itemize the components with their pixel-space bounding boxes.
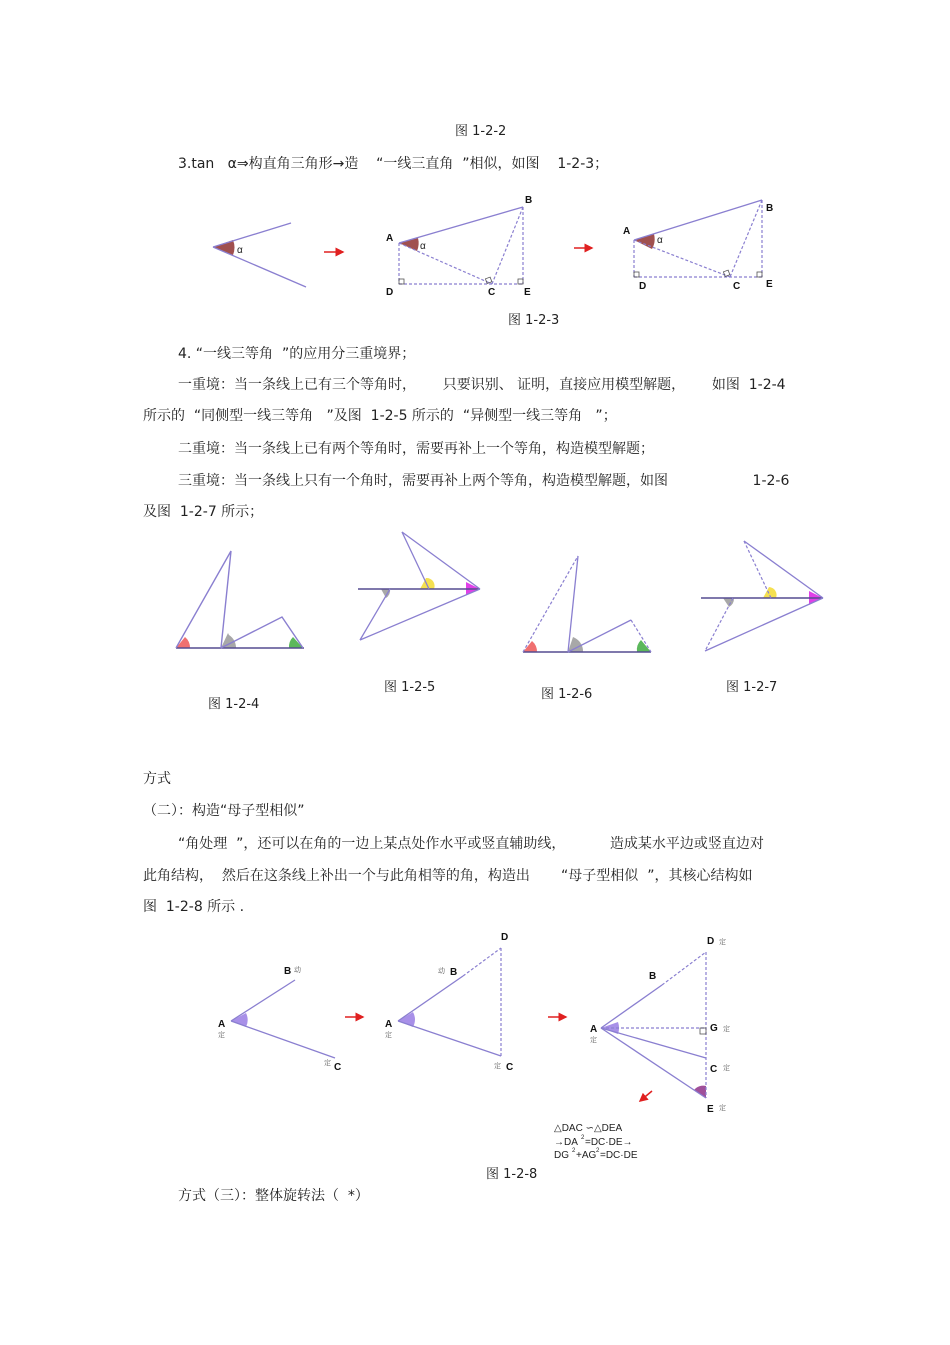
fig128-BD-2 bbox=[463, 948, 501, 976]
level1-line-b: 所示的 “同侧型一线三等角 ”及图 1-2-5 所示的 “异侧型一线三等角 ”； bbox=[143, 408, 617, 424]
fig125-upper-hyp bbox=[402, 532, 480, 589]
caption-fig-1-2-6: 图 1-2-6 bbox=[541, 687, 593, 702]
fig128-note-3a: DG bbox=[554, 1150, 569, 1161]
fig123-right-angle-C bbox=[485, 277, 491, 283]
fig124-angle-gray bbox=[221, 633, 236, 648]
fig128-AC-2 bbox=[398, 1021, 501, 1056]
fig128-fixed-E-3: 定 bbox=[719, 1105, 726, 1112]
caption-fig-1-2-4: 图 1-2-4 bbox=[208, 697, 260, 712]
fig128-relations bbox=[554, 1123, 638, 1161]
fig123-BC-3 bbox=[730, 200, 762, 277]
fig123-right-angle-E bbox=[518, 279, 523, 284]
fig123-angle-mark-1 bbox=[213, 240, 234, 255]
paragraph-line-c: 图 1-2-8 所示 . bbox=[143, 899, 245, 915]
fig128-label-A-3: A bbox=[590, 1024, 598, 1035]
fig123-result-panel bbox=[623, 200, 773, 292]
fig128-AE-3 bbox=[601, 1028, 706, 1098]
fig123-BC bbox=[492, 207, 523, 284]
fig128-moving-B-2: 动 bbox=[438, 968, 445, 975]
figure-1-2-7 bbox=[701, 541, 823, 651]
fig128-note-3b: +AG bbox=[576, 1150, 597, 1161]
method-word: 方式 bbox=[143, 771, 171, 787]
caption-fig-1-2-7: 图 1-2-7 bbox=[726, 680, 778, 695]
fig123-right-angle-D bbox=[399, 279, 404, 284]
fig128-label-C-2: C bbox=[506, 1062, 514, 1073]
fig128-label-C-3: C bbox=[710, 1064, 718, 1075]
caption-fig-1-2-5: 图 1-2-5 bbox=[384, 680, 436, 695]
fig128-right-angle-G bbox=[700, 1028, 706, 1034]
fig123-AB bbox=[399, 207, 523, 243]
fig123-AB-3 bbox=[634, 200, 762, 240]
fig128-label-A-1: A bbox=[218, 1019, 226, 1030]
fig123-alpha-3: α bbox=[657, 235, 663, 246]
figure-1-2-3 bbox=[213, 195, 773, 298]
fig128-label-A-2: A bbox=[385, 1019, 393, 1030]
figure-1-2-6 bbox=[523, 556, 651, 652]
fig123-angle-panel bbox=[213, 223, 306, 287]
item-4-text: 4. “一线三等角 ”的应用分三重境界； bbox=[178, 346, 416, 362]
fig123-alpha-1: α bbox=[237, 245, 243, 256]
fig128-fixed-C-1: 定 bbox=[324, 1060, 331, 1067]
caption-fig-1-2-2: 图 1-2-2 bbox=[455, 124, 507, 139]
fig123-label-E-3: E bbox=[766, 279, 773, 290]
fig125-lower-hyp bbox=[360, 589, 480, 640]
fig123-label-B: B bbox=[525, 195, 533, 206]
fig128-AC-3 bbox=[601, 1028, 706, 1058]
fig127-upper-hyp bbox=[744, 541, 823, 598]
level1-line-a: 一重境：当一条线上已有三个等角时， 只要识别、 证明，直接应用模型解题， 如图 1-2-4 bbox=[178, 377, 786, 393]
fig128-panel-1 bbox=[218, 965, 341, 1073]
fig128-AB-3 bbox=[601, 985, 662, 1028]
fig128-label-B-1: B bbox=[284, 966, 292, 977]
fig123-ray-upper bbox=[213, 223, 291, 247]
fig128-fixed-C-3: 定 bbox=[723, 1065, 730, 1072]
fig128-panel-3 bbox=[590, 936, 730, 1115]
fig126-angle-gray bbox=[568, 637, 583, 652]
fig123-label-E: E bbox=[524, 287, 531, 298]
fig123-label-A-3: A bbox=[623, 226, 631, 237]
level3-line-a: 三重境：当一条线上只有一个角时，需要再补上两个等角，构造模型解题，如图 1-2-6 bbox=[178, 473, 790, 489]
fig123-right-angle-D-3 bbox=[634, 272, 639, 277]
fig128-BD-3 bbox=[662, 952, 706, 985]
fig123-label-A: A bbox=[386, 233, 394, 244]
method-2-title: （二）：构造“母子型相似” bbox=[143, 803, 305, 819]
fig127-dashed-upper bbox=[744, 541, 771, 598]
fig123-label-D-3: D bbox=[639, 281, 647, 292]
fig124-angle-red bbox=[176, 637, 190, 648]
fig128-label-D-2: D bbox=[501, 932, 509, 943]
fig123-label-D: D bbox=[386, 287, 394, 298]
fig128-note-2-sup: 2 bbox=[581, 1135, 585, 1141]
fig128-AC-1 bbox=[231, 1021, 335, 1058]
fig128-fixed-G-3: 定 bbox=[723, 1026, 730, 1033]
fig123-label-B-3: B bbox=[766, 203, 774, 214]
method-3-title: 方式（三）：整体旋转法（ *） bbox=[178, 1188, 369, 1204]
level3-line-b: 及图 1-2-7 所示； bbox=[143, 504, 264, 520]
fig128-label-D-3: D bbox=[707, 936, 715, 947]
fig126-solid-right bbox=[568, 620, 631, 652]
fig128-AB-1 bbox=[231, 980, 295, 1021]
paragraph-line-a: “角处理 ”，还可以在角的一边上某点处作水平或竖直辅助线， 造成某水平边或竖直边对 bbox=[178, 836, 764, 852]
caption-fig-1-2-8: 图 1-2-8 bbox=[486, 1167, 538, 1182]
fig128-note-2b: =DC·DE→ bbox=[585, 1137, 633, 1148]
fig128-fixed-A-3: 定 bbox=[590, 1037, 597, 1044]
fig128-fixed-C-2: 定 bbox=[494, 1063, 501, 1070]
fig128-fixed-D-3: 定 bbox=[719, 939, 726, 946]
fig123-right-angle-E-3 bbox=[757, 272, 762, 277]
level2-line: 二重境：当一条线上已有两个等角时，需要再补上一个等角，构造模型解题； bbox=[178, 441, 654, 457]
fig128-label-C-1: C bbox=[334, 1062, 342, 1073]
fig128-note-2a: →DA bbox=[554, 1137, 578, 1148]
fig128-note-1: △DAC ∽△DEA bbox=[554, 1123, 623, 1134]
fig128-arrow-3 bbox=[640, 1091, 652, 1101]
fig128-label-B-3: B bbox=[649, 971, 657, 982]
fig128-fixed-A-2: 定 bbox=[385, 1032, 392, 1039]
fig123-alpha-2: α bbox=[420, 241, 426, 252]
fig128-label-G-3: G bbox=[710, 1023, 718, 1034]
fig123-right-angle-C-3 bbox=[723, 270, 729, 276]
fig123-AC bbox=[399, 243, 492, 284]
fig127-lower-hyp bbox=[705, 598, 823, 651]
fig128-moving-B-1: 动 bbox=[294, 967, 301, 974]
fig123-label-C: C bbox=[488, 287, 496, 298]
caption-fig-1-2-3: 图 1-2-3 bbox=[508, 313, 560, 328]
fig125-lower-leg bbox=[360, 589, 390, 640]
figure-1-2-5 bbox=[358, 532, 480, 640]
fig128-fixed-A-1: 定 bbox=[218, 1032, 225, 1039]
item-3-text: 3.tan α⇒构直角三角形→造 “一线三直角 ”相似，如图 1-2-3； bbox=[178, 156, 609, 172]
fig128-note-3-sup2: 2 bbox=[596, 1148, 600, 1154]
fig123-label-C-3: C bbox=[733, 281, 741, 292]
fig125-angle-yellow bbox=[420, 578, 435, 589]
fig124-left-triangle bbox=[176, 551, 231, 648]
fig123-ray-lower bbox=[213, 247, 306, 287]
fig128-note-3-sup1: 2 bbox=[572, 1148, 576, 1154]
fig123-construct-panel bbox=[386, 195, 532, 298]
figure-1-2-4 bbox=[176, 551, 304, 648]
figure-1-2-8 bbox=[218, 932, 730, 1161]
fig125-upper-leg bbox=[402, 532, 429, 589]
paragraph-line-b: 此角结构， 然后在这条线上补出一个与此角相等的角，构造出 “母子型相似 ”，其核心结构如 bbox=[143, 868, 753, 884]
fig123-AC-3 bbox=[634, 240, 730, 277]
fig128-label-E-3: E bbox=[707, 1104, 714, 1115]
fig128-label-B-2: B bbox=[450, 967, 458, 978]
fig128-panel-2 bbox=[385, 932, 513, 1073]
fig126-angle-red bbox=[523, 641, 537, 652]
fig128-note-3c: =DC·DE bbox=[600, 1150, 638, 1161]
fig128-AB-2 bbox=[398, 976, 463, 1021]
